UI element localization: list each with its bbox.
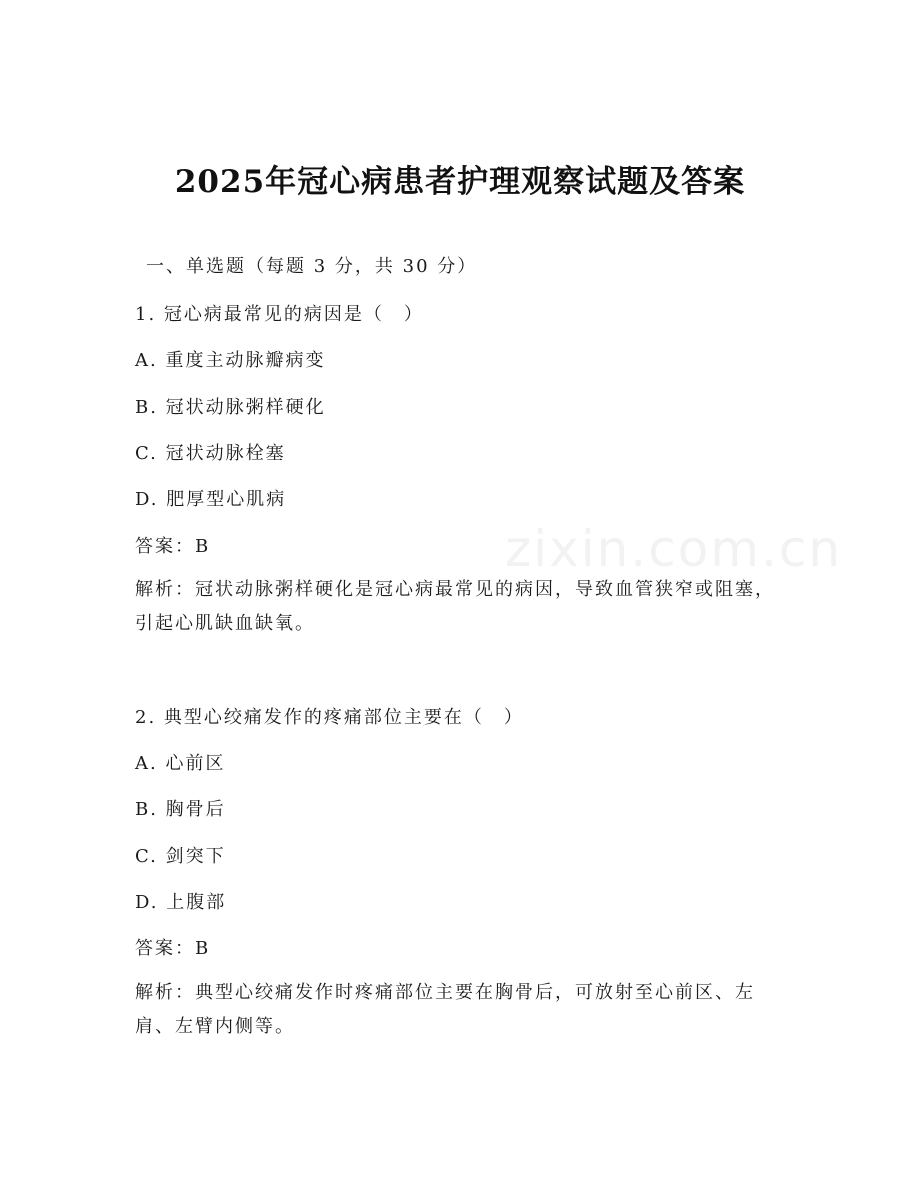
section-header: 一、单选题（每题 3 分，共 30 分）: [146, 256, 478, 277]
question-1-explanation: 解析：冠状动脉粥样硬化是冠心病最常见的病因，导致血管狭窄或阻塞，引起心肌缺血缺氧。: [135, 579, 775, 634]
question-2-answer: 答案：B: [135, 938, 211, 959]
question-2-option-b: B. 胸骨后: [135, 799, 226, 820]
question-1-option-d: D. 肥厚型心肌病: [135, 489, 287, 510]
question-1-option-c: C. 冠状动脉栓塞: [135, 443, 286, 464]
question-2-stem: 2. 典型心绞痛发作的疼痛部位主要在（ ）: [135, 707, 524, 728]
document-title: 2025年冠心病患者护理观察试题及答案: [174, 164, 746, 200]
question-2-option-c: C. 剑突下: [135, 846, 226, 867]
question-1-option-a: A. 重度主动脉瓣病变: [135, 350, 326, 371]
question-2-explanation: 解析：典型心绞痛发作时疼痛部位主要在胸骨后，可放射至心前区、左肩、左臂内侧等。: [135, 982, 755, 1037]
question-1-stem: 1. 冠心病最常见的病因是（ ）: [135, 304, 424, 325]
question-1-option-b: B. 冠状动脉粥样硬化: [135, 397, 326, 418]
question-1-answer: 答案：B: [135, 536, 211, 557]
question-2-option-d: D. 上腹部: [135, 892, 227, 913]
watermark-text: zixin.com.cn: [505, 520, 843, 578]
question-2-option-a: A. 心前区: [135, 753, 226, 774]
